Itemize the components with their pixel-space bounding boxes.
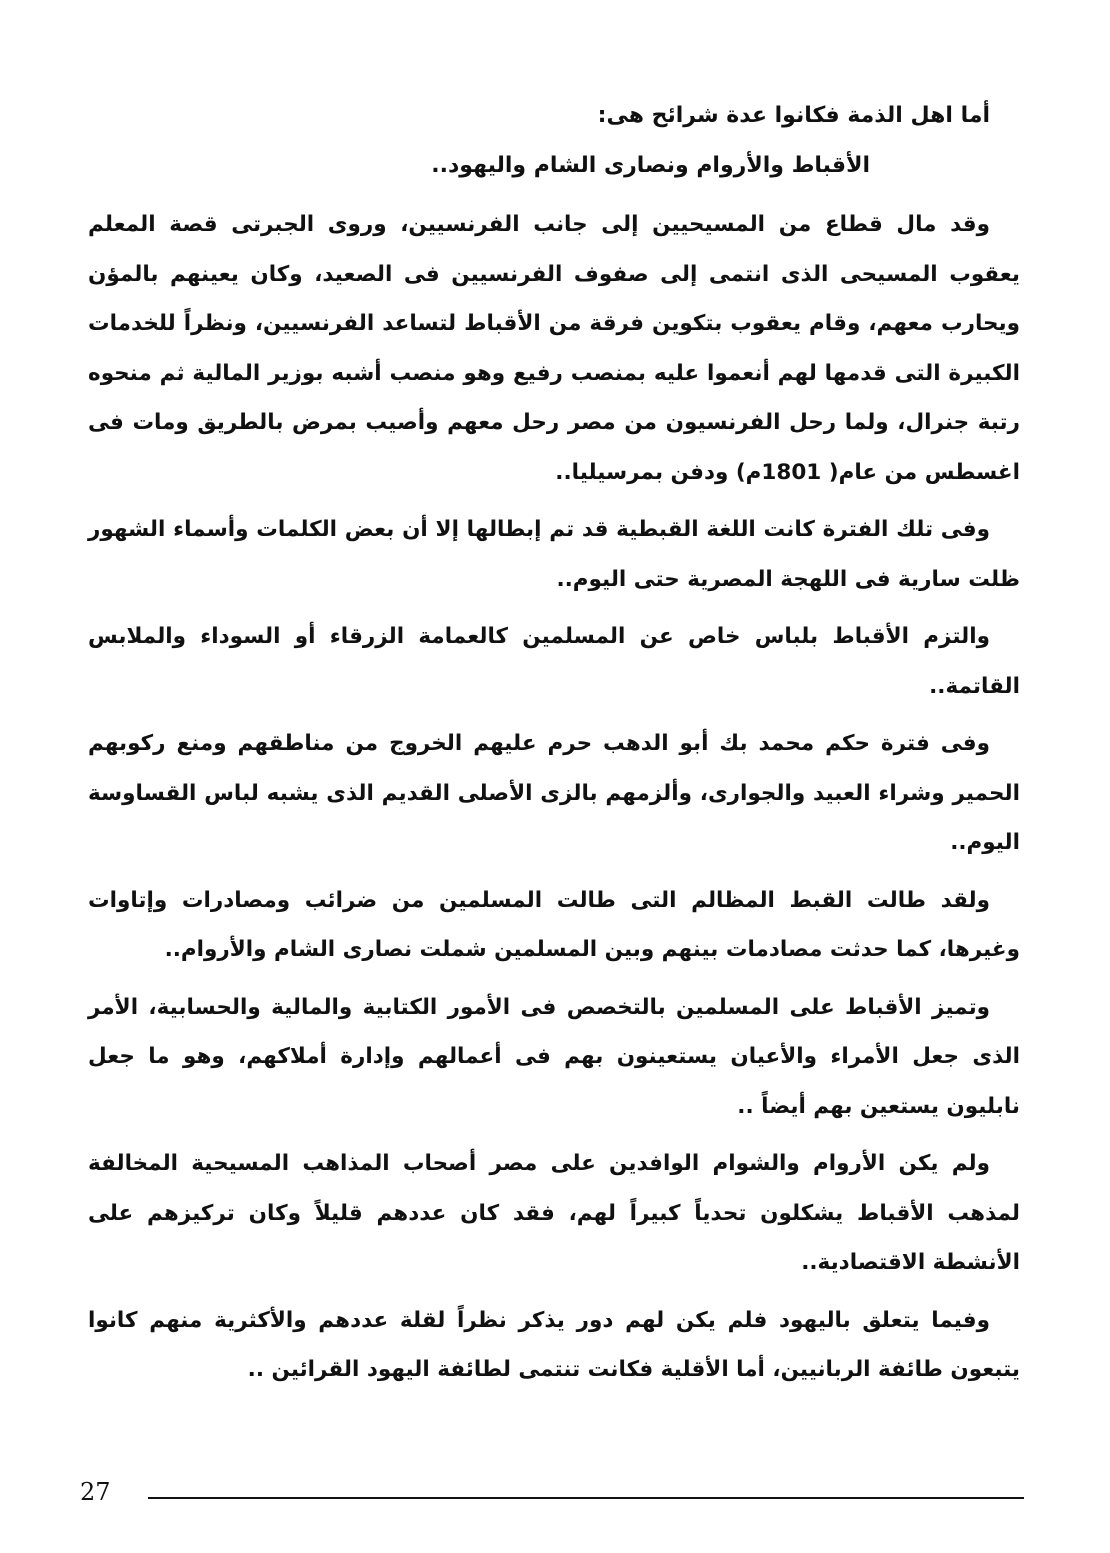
paragraph-coptic-language: وفى تلك الفترة كانت اللغة القبطية قد تم إبطالها إلا أن بعض الكلمات وأسماء الشهور ظلت سارية فى اللهجة المصرية حتى اليوم.. <box>88 517 1020 592</box>
paragraph-specialization: وتميز الأقباط على المسلمين بالتخصص فى الأمور الكتابية والمالية والحسابية، الأمر الذى جعل الأمراء والأعيان يستعينون بهم فى أعمالهم وإدارة أملاكهم، وهو ما جعل نابليون يستعين بهم أيضاً .. <box>88 994 1020 1119</box>
paragraph-abu-dahab: وفى فترة حكم محمد بك أبو الدهب حرم عليهم الخروج من مناطقهم ومنع ركوبهم الحمير وشراء العبيد والجوارى، وألزمهم بالزى الأصلى القديم الذى يشبه لباس القساوسة اليوم.. <box>88 731 1020 855</box>
section-subheading: الأقباط والأروام ونصارى الشام واليهود.. <box>431 153 870 178</box>
page-number: 27 <box>80 1478 111 1506</box>
paragraph-clothing: والتزم الأقباط بلباس خاص عن المسلمين كالعمامة الزرقاء أو السوداء والملابس القاتمة.. <box>88 624 1020 699</box>
footer-rule <box>148 1497 1024 1499</box>
page-footer <box>80 1478 1030 1518</box>
section-heading: أما اهل الذمة فكانوا عدة شرائح هى: <box>597 103 990 128</box>
paragraph-greeks-levantines: ولم يكن الأروام والشوام الوافدين على مصر أصحاب المذاهب المسيحية المخالفة لمذهب الأقباط يشكلون تحدياً كبيراً لهم، فقد كان عددهم قليلاً وكان تركيزهم على الأنشطة الاقتصادية.. <box>88 1151 1020 1275</box>
text-block <box>88 96 1020 1403</box>
paragraph-injustices: ولقد طالت القبط المظالم التى طالت المسلمين من ضرائب ومصادرات وإتاوات وغيرها، كما حدثت مصادمات بينهم وبين المسلمين شملت نصارى الشام والأروام.. <box>88 887 1020 962</box>
paragraph-yaqub: وقد مال قطاع من المسيحيين إلى جانب الفرنسيين، وروى الجبرتى قصة المعلم يعقوب المسيحى الذى انتمى إلى صفوف الفرنسيين فى الصعيد، وكان يعينهم بالمؤن ويحارب معهم، وقام يعقوب بتكوين فرقة من الأقباط لتساعد الفرنسيين، ونظراً للخدمات الكبيرة التى قدمها لهم أنعموا عليه بمنصب رفيع وهو منصب أشبه بوزير المالية ثم منحوه رتبة جنرال، ولما رحل الفرنسيون من مصر رحل معهم وأصيب بمرض بالطريق ومات فى اغسطس من عام( 1801م) ودفن بمرسيليا.. <box>88 212 1020 485</box>
paragraph-jews: وفيما يتعلق باليهود فلم يكن لهم دور يذكر نظراً لقلة عددهم والأكثرية منهم كانوا يتبعون طائفة الربانيين، أما الأقلية فكانت تنتمى لطائفة اليهود القرائين .. <box>88 1307 1020 1382</box>
